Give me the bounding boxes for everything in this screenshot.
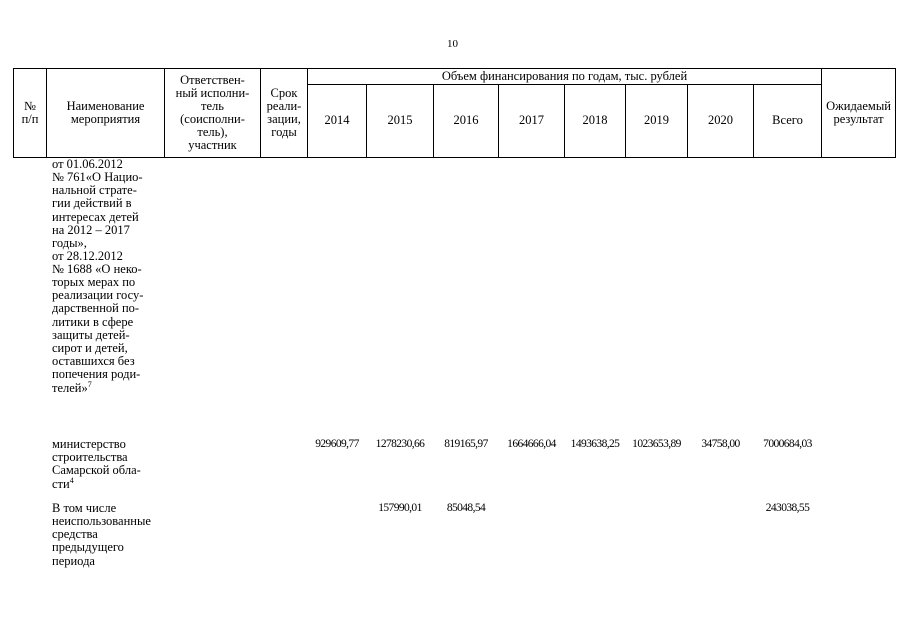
header-year-2014: 2014 <box>307 84 367 158</box>
activity-name-footnote: 7 <box>87 380 92 390</box>
header-year-2016: 2016 <box>433 84 499 158</box>
activity-name-continuation <box>52 158 168 395</box>
cell-2015: 1278230,66 <box>375 438 425 450</box>
row-label: В том числе неиспользованные средства предыдущего периода <box>52 501 151 568</box>
activity-name-text: от 01.06.2012 № 761«О Нацио- нальной страте- гии действий в интересах детей на 2012 – 2017 годы», от 28.12.2012 № 1688 «О неко- торых мерах по реализации госу- дарственной по- литики в сфере защиты детей- сирот и детей, оставшихся без попечения роди- телей» <box>52 157 144 396</box>
header-year-2018: 2018 <box>564 84 626 158</box>
header-funding-group: Объем финансирования по годам, тыс. рублей <box>307 68 822 85</box>
cell-2020: 34758,00 <box>701 438 740 450</box>
header-number: № п/п <box>13 68 47 158</box>
header-year-2017: 2017 <box>498 84 565 158</box>
header-expected-result: Ожидаемый результат <box>821 68 896 158</box>
row-label-footnote: 4 <box>69 476 74 486</box>
row-label <box>52 438 168 492</box>
header-term: Срок реали- зации, годы <box>260 68 308 158</box>
cell-2016: 85048,54 <box>446 502 486 514</box>
cell-2018: 1493638,25 <box>570 438 620 450</box>
cell-total: 243038,55 <box>765 502 810 514</box>
cell-2017: 1664666,04 <box>507 438 556 450</box>
page-number: 10 <box>447 38 458 50</box>
cell-2014: 929609,77 <box>315 438 359 450</box>
cell-2019: 1023653,89 <box>632 438 681 450</box>
header-year-2019: 2019 <box>625 84 688 158</box>
row-label-text: министерство строительства Самарской обла- сти <box>52 437 141 492</box>
header-total: Всего <box>753 84 822 158</box>
cell-2015: 157990,01 <box>378 502 422 514</box>
cell-total: 7000684,03 <box>763 438 812 450</box>
header-activity-name: Наименование мероприятия <box>46 68 165 158</box>
header-responsible: Ответствен- ный исполни- тель (соисполни- тель), участник <box>164 68 261 158</box>
cell-2016: 819165,97 <box>444 438 488 450</box>
header-year-2020: 2020 <box>687 84 754 158</box>
header-year-2015: 2015 <box>366 84 434 158</box>
